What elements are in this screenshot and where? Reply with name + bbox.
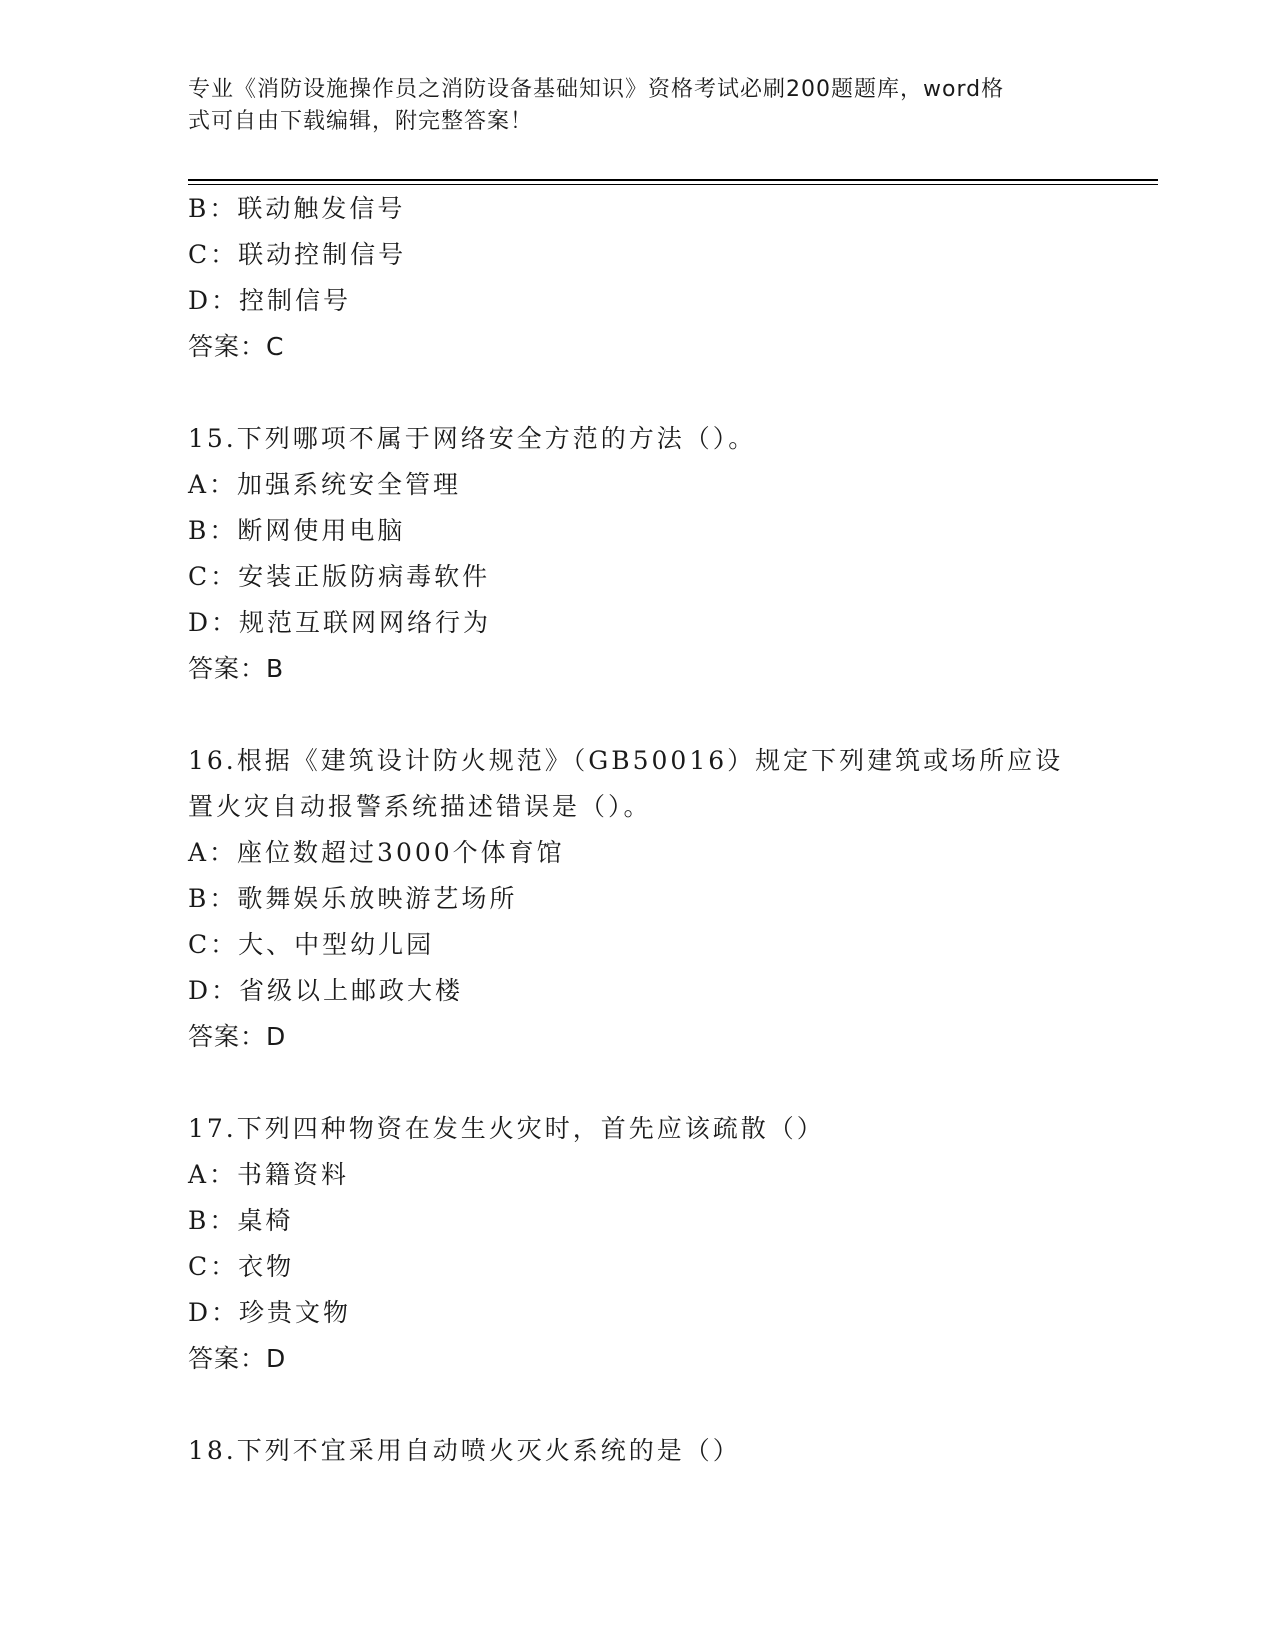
option-d: D：珍贵文物 <box>188 1298 352 1327</box>
question-list <box>188 186 1088 1474</box>
answer: 答案：B <box>188 654 285 683</box>
option-a: A：加强系统安全管理 <box>188 470 462 499</box>
header-divider-thick <box>188 179 1158 181</box>
header-line-2: 式可自由下载编辑，附完整答案！ <box>188 109 534 134</box>
option-c: C：联动控制信号 <box>188 240 407 269</box>
option-d: D：控制信号 <box>188 286 352 315</box>
answer: 答案：C <box>188 332 285 361</box>
option-b: B：断网使用电脑 <box>188 516 406 545</box>
option-c: C：衣物 <box>188 1252 295 1281</box>
option-b: B：歌舞娱乐放映游艺场所 <box>188 884 518 913</box>
question-14-continued <box>188 186 1088 370</box>
option-c: C：大、中型幼儿园 <box>188 930 435 959</box>
document-header <box>188 74 1068 138</box>
question-18 <box>188 1428 1088 1474</box>
question-stem: 18.下列不宜采用自动喷火灭火系统的是（） <box>188 1436 741 1465</box>
option-d: D：规范互联网网络行为 <box>188 608 492 637</box>
question-16 <box>188 738 1088 1060</box>
header-line-1: 专业《消防设施操作员之消防设备基础知识》资格考试必刷200题题库，word格 <box>188 77 1005 102</box>
question-stem: 15.下列哪项不属于网络安全方范的方法（）。 <box>188 424 757 453</box>
option-b: B：联动触发信号 <box>188 194 406 223</box>
answer: 答案：D <box>188 1022 287 1051</box>
option-d: D：省级以上邮政大楼 <box>188 976 464 1005</box>
answer: 答案：D <box>188 1344 287 1373</box>
question-15 <box>188 416 1088 692</box>
option-c: C：安装正版防病毒软件 <box>188 562 491 591</box>
option-a: A：书籍资料 <box>188 1160 350 1189</box>
option-b: B：桌椅 <box>188 1206 294 1235</box>
header-divider-thin <box>188 184 1158 185</box>
question-stem: 16.根据《建筑设计防火规范》（GB50016）规定下列建筑或场所应设 <box>188 746 1064 775</box>
option-a: A：座位数超过3000个体育馆 <box>188 838 565 867</box>
question-17 <box>188 1106 1088 1382</box>
question-stem-continued: 置火灾自动报警系统描述错误是（）。 <box>188 792 652 821</box>
question-stem: 17.下列四种物资在发生火灾时，首先应该疏散（） <box>188 1114 825 1143</box>
